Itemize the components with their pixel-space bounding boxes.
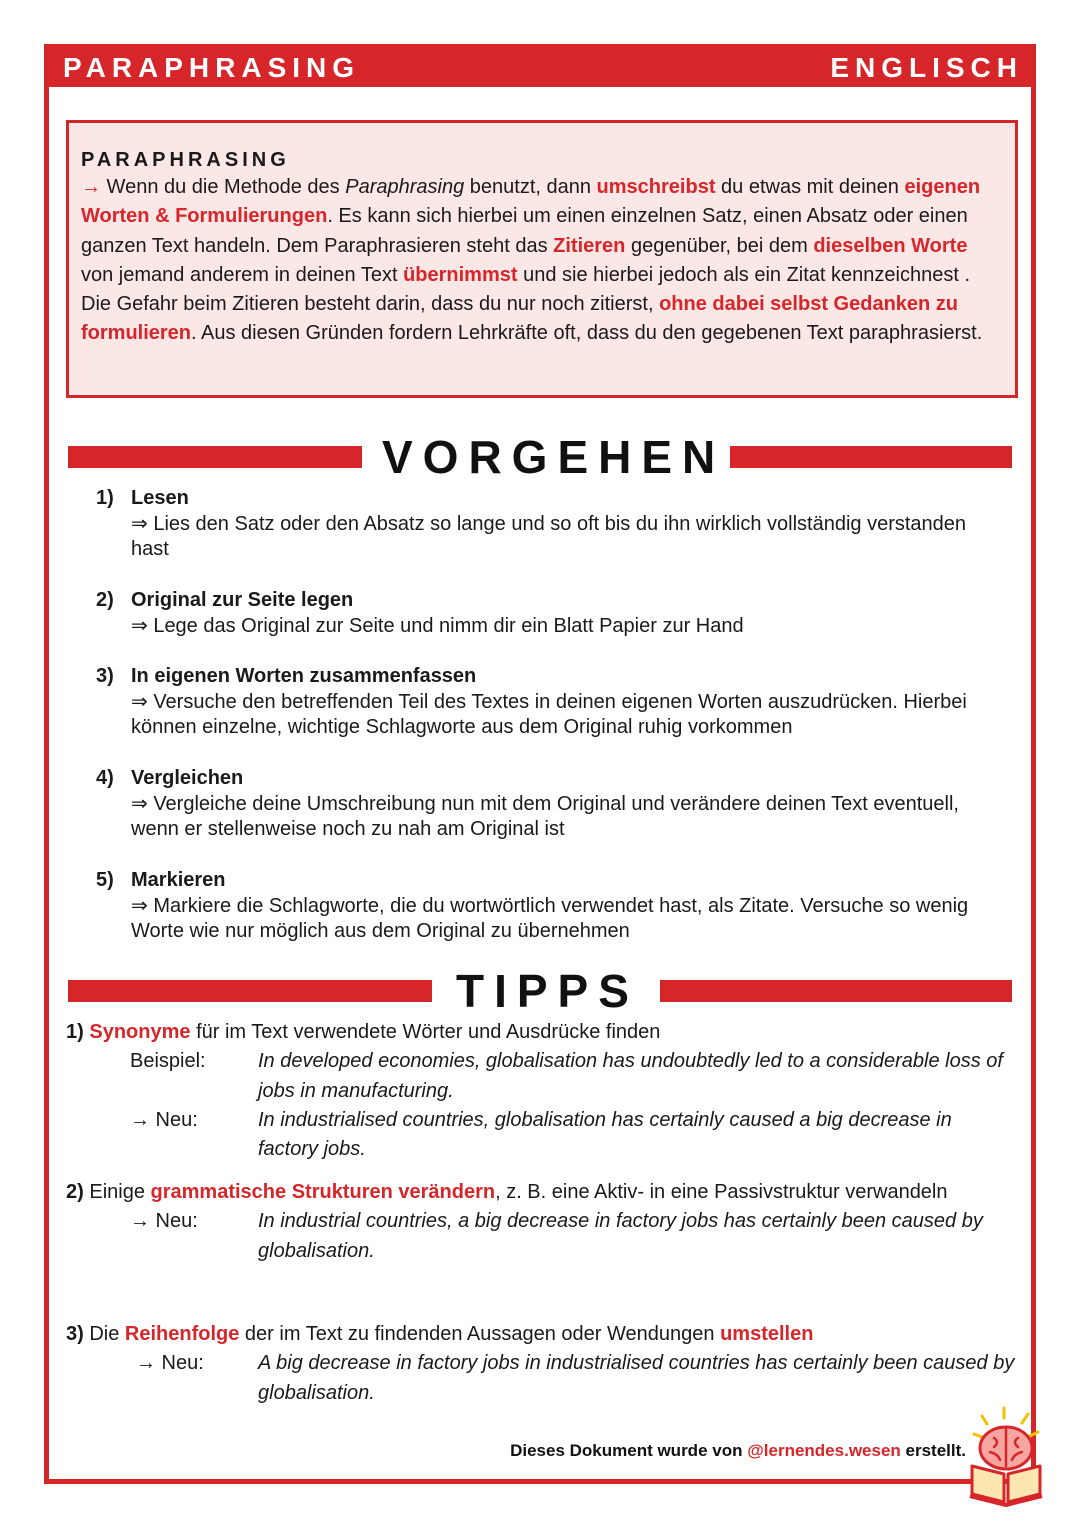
intro-seg: . Es kann sich hierbei um einen einzelnen Satz, einen Absatz oder einen ganzen Text handeln. Dem Paraphrasieren steht das — [81, 205, 968, 257]
step-text: ⇒ Markiere die Schlagworte, die du wortwörtlich verwendet hast, als Zitate. Versuche so wenig Worte wie nur möglich aus dem Original zu übernehmen — [131, 894, 969, 942]
tip-heading — [66, 1320, 1016, 1349]
step-title: Markieren — [131, 869, 226, 891]
intro-seg: du etwas mit deinen — [715, 176, 905, 198]
new-text: A big decrease in factory jobs in industrialised countries has certainly been caused by globalisation. — [258, 1352, 1015, 1404]
tip-text: der im Text zu findenden Aussagen oder Wendungen — [239, 1323, 721, 1345]
example-text: In developed economies, globalisation has undoubtedly led to a considerable loss of jobs in manufacturing. — [258, 1050, 1003, 1102]
heading-bar-left — [68, 980, 432, 1002]
new-label: → Neu: — [130, 1210, 198, 1233]
tip-text: , z. B. eine Aktiv- in eine Passivstruktur verwandeln — [495, 1181, 948, 1203]
heading-bar-left — [68, 446, 362, 468]
tip-new-row — [66, 1349, 1016, 1408]
new-label: → Neu: — [130, 1108, 198, 1131]
tip-number: 1) — [66, 1021, 84, 1043]
tip-number: 2) — [66, 1181, 84, 1203]
step-number: 2) — [96, 589, 114, 611]
footer-handle-link[interactable]: @lernendes.wesen — [747, 1441, 901, 1460]
new-text: In industrial countries, a big decrease in factory jobs has certainly been caused by globalisation. — [258, 1210, 983, 1262]
tip-highlight: umstellen — [720, 1323, 814, 1345]
intro-seg: Wenn du die Methode des — [101, 176, 346, 198]
footer-text: Dieses Dokument wurde von — [510, 1441, 748, 1460]
vorgehen-heading — [68, 428, 1012, 488]
intro-seg: . Aus diesen Gründen fordern Lehrkräfte oft, dass du den gegebenen Text paraphrasierst. — [191, 322, 983, 345]
tip-text: Einige — [83, 1181, 151, 1203]
step-number: 1) — [96, 487, 114, 509]
footer-credit — [510, 1440, 966, 1462]
header-title-right: ENGLISCH — [830, 52, 1023, 83]
step-item — [96, 486, 1006, 563]
step-number: 4) — [96, 767, 114, 789]
example-label: Beispiel: — [130, 1050, 206, 1073]
step-number: 5) — [96, 869, 114, 891]
intro-seg-italic: Paraphrasing — [345, 176, 465, 198]
tip-highlight: grammatische Strukturen verändern — [150, 1181, 496, 1203]
tip-new-row — [66, 1207, 1016, 1266]
tipps-heading — [68, 962, 1012, 1022]
tip-new-row — [66, 1106, 1016, 1165]
intro-seg: gegenüber, bei dem — [625, 234, 814, 257]
vorgehen-title: VORGEHEN — [382, 431, 726, 483]
arrow-icon: → — [81, 176, 101, 198]
header-bar — [49, 49, 1031, 87]
intro-highlight: umschreibst — [596, 176, 716, 198]
tip-number: 3) — [66, 1323, 84, 1345]
brain-on-book-icon — [966, 1404, 1046, 1512]
tip-item — [66, 1320, 1016, 1408]
new-label: → Neu: — [136, 1352, 204, 1375]
intro-highlight: ohne dabei selbst Gedanken zu formulieren — [81, 293, 959, 345]
tip-item — [66, 1018, 1016, 1164]
tip-item — [66, 1178, 1016, 1266]
intro-seg: von jemand anderem in deinen Text — [81, 263, 404, 286]
step-text: ⇒ Vergleiche deine Umschreibung nun mit dem Original und verändere deinen Text eventuell, wenn er stellenweise noch zu nah am Original ist — [131, 792, 959, 840]
step-item — [96, 868, 1006, 945]
step-title: In eigenen Worten zusammenfassen — [131, 665, 477, 687]
new-text: In industrialised countries, globalisation has certainly caused a big decrease in factory jobs. — [258, 1108, 952, 1161]
tip-text: Die — [83, 1323, 125, 1345]
step-text: ⇒ Lege das Original zur Seite und nimm dir ein Blatt Papier zur Hand — [131, 614, 744, 637]
intro-box — [66, 120, 1018, 398]
step-title: Lesen — [131, 487, 189, 509]
step-number: 3) — [96, 665, 114, 687]
step-item — [96, 766, 1006, 843]
tip-heading — [66, 1018, 1016, 1047]
heading-bar-right — [730, 446, 1012, 468]
tip-highlight: Synonyme — [89, 1021, 191, 1043]
tip-heading — [66, 1178, 1016, 1207]
tipps-title: TIPPS — [456, 965, 639, 1017]
intro-seg: und sie hierbei jedoch als ein Zitat kennzeichnest . Die Gefahr beim Zitieren besteht darin, dass du nur noch zitierst, — [81, 263, 971, 316]
intro-highlight: dieselben Worte — [813, 234, 968, 257]
step-text: ⇒ Versuche den betreffenden Teil des Textes in deinen eigenen Worten auszudrücken. Hierbei können einzelne, wichtige Schlagworte aus dem Original ruhig vorkommen — [131, 690, 967, 738]
intro-seg: benutzt, dann — [464, 176, 597, 198]
footer-text: erstellt. — [900, 1441, 966, 1460]
step-item — [96, 588, 1006, 639]
intro-text — [81, 173, 1003, 349]
tip-text: für im Text verwendete Wörter und Ausdrücke finden — [190, 1021, 661, 1043]
step-title: Original zur Seite legen — [131, 589, 354, 611]
tip-example-row — [66, 1047, 1016, 1106]
tip-highlight: Reihenfolge — [124, 1323, 240, 1345]
intro-highlight: Zitieren — [553, 234, 626, 257]
step-title: Vergleichen — [131, 767, 244, 789]
heading-bar-right — [660, 980, 1012, 1002]
intro-highlight: eigenen Worten & Formulierungen — [81, 176, 981, 228]
header-title-left: PARAPHRASING — [63, 52, 361, 83]
step-item — [96, 664, 1006, 741]
intro-highlight: übernimmst — [403, 263, 518, 286]
step-text: ⇒ Lies den Satz oder den Absatz so lange und so oft bis du ihn wirklich vollständig verstanden hast — [131, 512, 967, 560]
intro-title: PARAPHRASING — [81, 149, 290, 171]
